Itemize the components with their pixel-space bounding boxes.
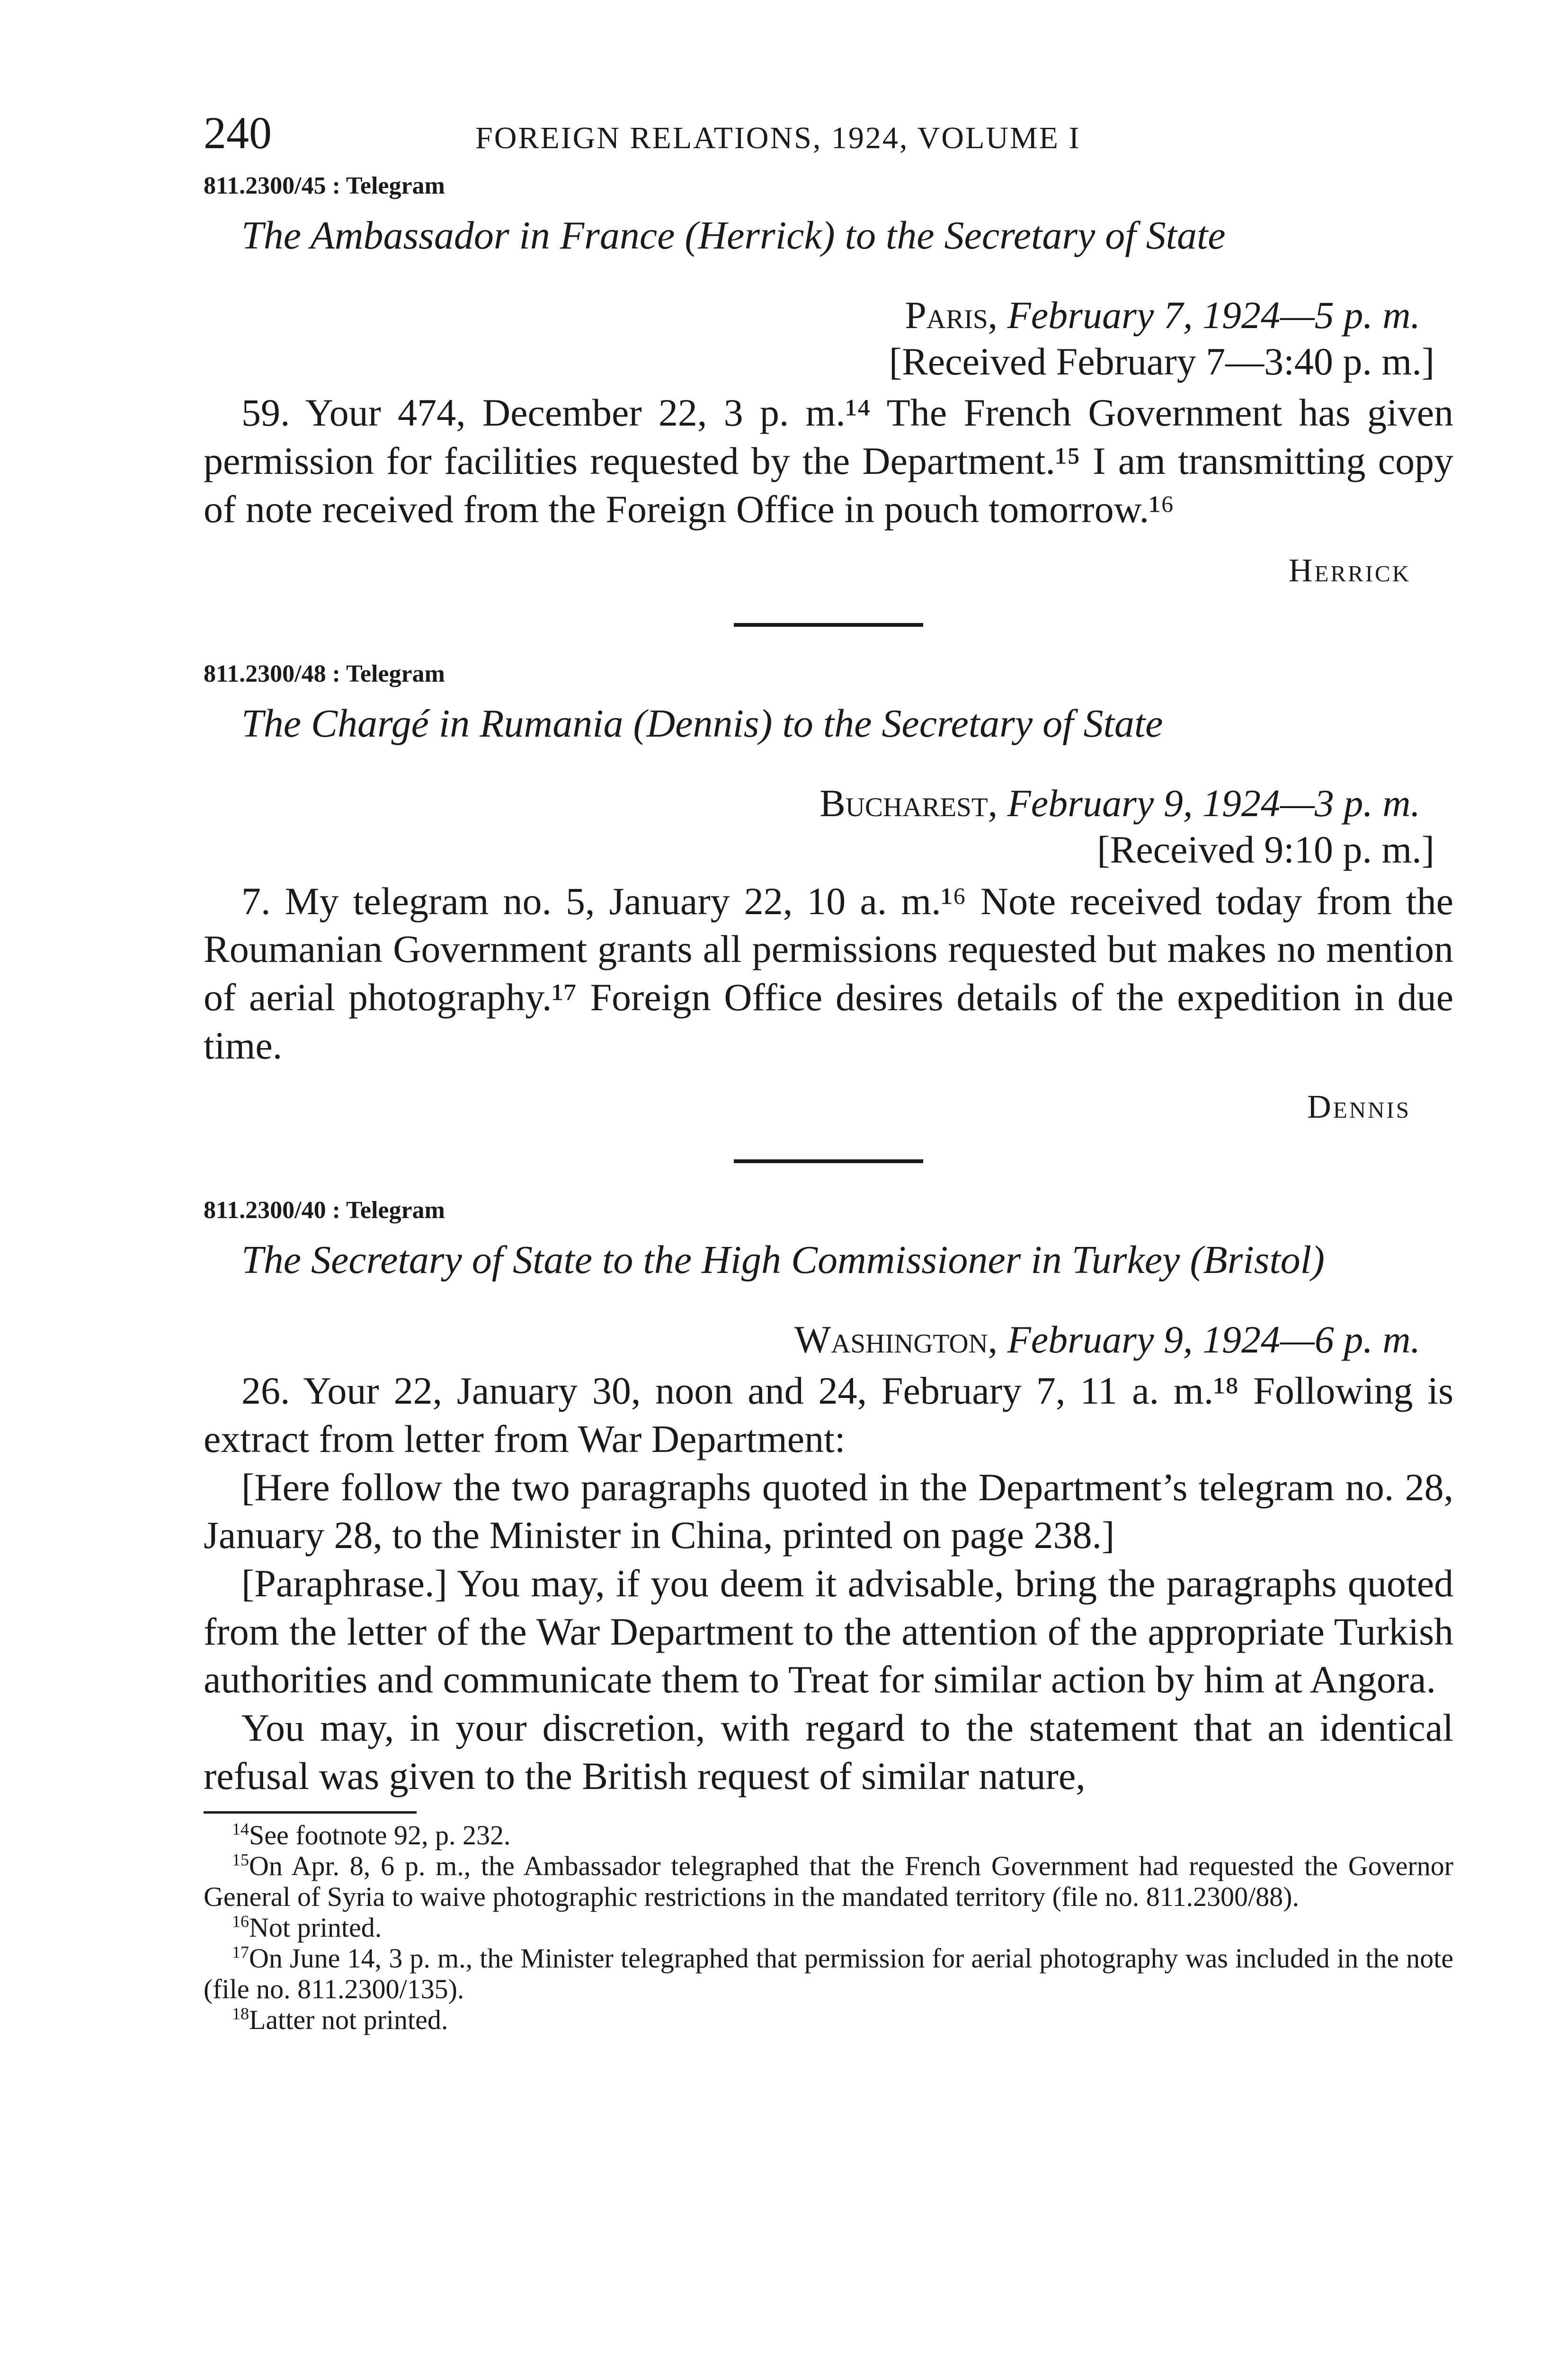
body-paragraph: 59. Your 474, December 22, 3 p. m.¹⁴ The French Government has given permission for facilities requested by the Department.¹⁵ I am transmitting copy of note received from the Foreign Office in pouch tomorrow.¹⁶ — [204, 391, 1453, 531]
file-reference: 811.2300/48 : Telegram — [204, 660, 445, 688]
dateline-date: February 9, 1924—6 p. m. — [1007, 1318, 1420, 1361]
dateline — [204, 292, 1420, 338]
dateline-place: Paris, — [905, 293, 998, 337]
signature: Dennis — [1307, 1089, 1411, 1126]
section-divider — [734, 1159, 923, 1163]
footnote-text: On June 14, 3 p. m., the Minister telegraphed that permission for aerial photography was included in the note (file no. 811.2300/135). — [204, 1943, 1453, 2005]
document-title: The Secretary of State to the High Commissioner in Turkey (Bristol) — [241, 1238, 1325, 1282]
document-title: The Chargé in Rumania (Dennis) to the Secretary of State — [241, 702, 1163, 746]
dateline — [204, 1317, 1420, 1363]
body-paragraph: [Paraphrase.] You may, if you deem it advisable, bring the paragraphs quoted from the letter of the War Department to the attention of the appropriate Turkish authorities and communicate them to Treat for similar action by him at Angora. — [204, 1562, 1453, 1701]
section-divider — [734, 623, 923, 627]
footnotes — [204, 1820, 1453, 2036]
telegram-secretary-to-bristol — [204, 1196, 1453, 1800]
file-reference: 811.2300/45 : Telegram — [204, 172, 445, 199]
dateline-place: Bucharest, — [820, 781, 998, 825]
received-note: [Received 9:10 p. m.] — [1097, 828, 1434, 872]
body-paragraph: You may, in your discretion, with regard to the statement that an identical refusal was given to the British request of similar nature, — [204, 1706, 1453, 1797]
footnote-number: 15 — [232, 1851, 249, 1870]
dateline-date: February 9, 1924—3 p. m. — [1007, 781, 1420, 825]
page-header — [204, 107, 1453, 163]
telegram-dennis — [204, 660, 1453, 1126]
running-title: FOREIGN RELATIONS, 1924, VOLUME I — [475, 121, 1081, 155]
footnote — [204, 1820, 1453, 1851]
dateline — [204, 780, 1420, 827]
footnote — [204, 2005, 1453, 2036]
document-title: The Ambassador in France (Herrick) to the Secretary of State — [241, 214, 1226, 258]
document-page — [204, 107, 1453, 2036]
footnote — [204, 1851, 1453, 1913]
body-paragraph: [Here follow the two paragraphs quoted in the Department’s telegram no. 28, January 28, to the Minister in China, printed on page 238.] — [204, 1465, 1453, 1557]
footnote-number: 16 — [232, 1912, 249, 1931]
footnote — [204, 1943, 1453, 2005]
footnote-rule — [204, 1811, 417, 1814]
signature: Herrick — [1288, 552, 1411, 589]
footnote-text: See footnote 92, p. 232. — [249, 1820, 511, 1851]
dateline-place: Washington, — [794, 1318, 998, 1361]
body-paragraph: 26. Your 22, January 30, noon and 24, February 7, 11 a. m.¹⁸ Following is extract from letter from War Department: — [204, 1369, 1453, 1461]
footnote-number: 18 — [232, 2004, 249, 2023]
received-note: [Received February 7—3:40 p. m.] — [889, 339, 1434, 383]
footnote-text: Not printed. — [249, 1912, 382, 1943]
dateline-date: February 7, 1924—5 p. m. — [1007, 293, 1420, 337]
footnote-number: 14 — [232, 1820, 249, 1839]
footnote-number: 17 — [232, 1942, 249, 1962]
page-number: 240 — [204, 107, 272, 158]
footnote-text: Latter not printed. — [249, 2004, 448, 2036]
body-paragraph: 7. My telegram no. 5, January 22, 10 a. m.¹⁶ Note received today from the Roumanian Government grants all permissions requested but makes no mention of aerial photography.¹⁷ Foreign Office desires details of the expedition in due time. — [204, 879, 1453, 1067]
telegram-herrick — [204, 172, 1453, 590]
footnote — [204, 1913, 1453, 1943]
file-reference: 811.2300/40 : Telegram — [204, 1197, 445, 1224]
footnote-text: On Apr. 8, 6 p. m., the Ambassador telegraphed that the French Government had requested the Governor General of Syria to waive photographic restrictions in the mandated territory (file no. 811.2300/88). — [204, 1851, 1453, 1913]
